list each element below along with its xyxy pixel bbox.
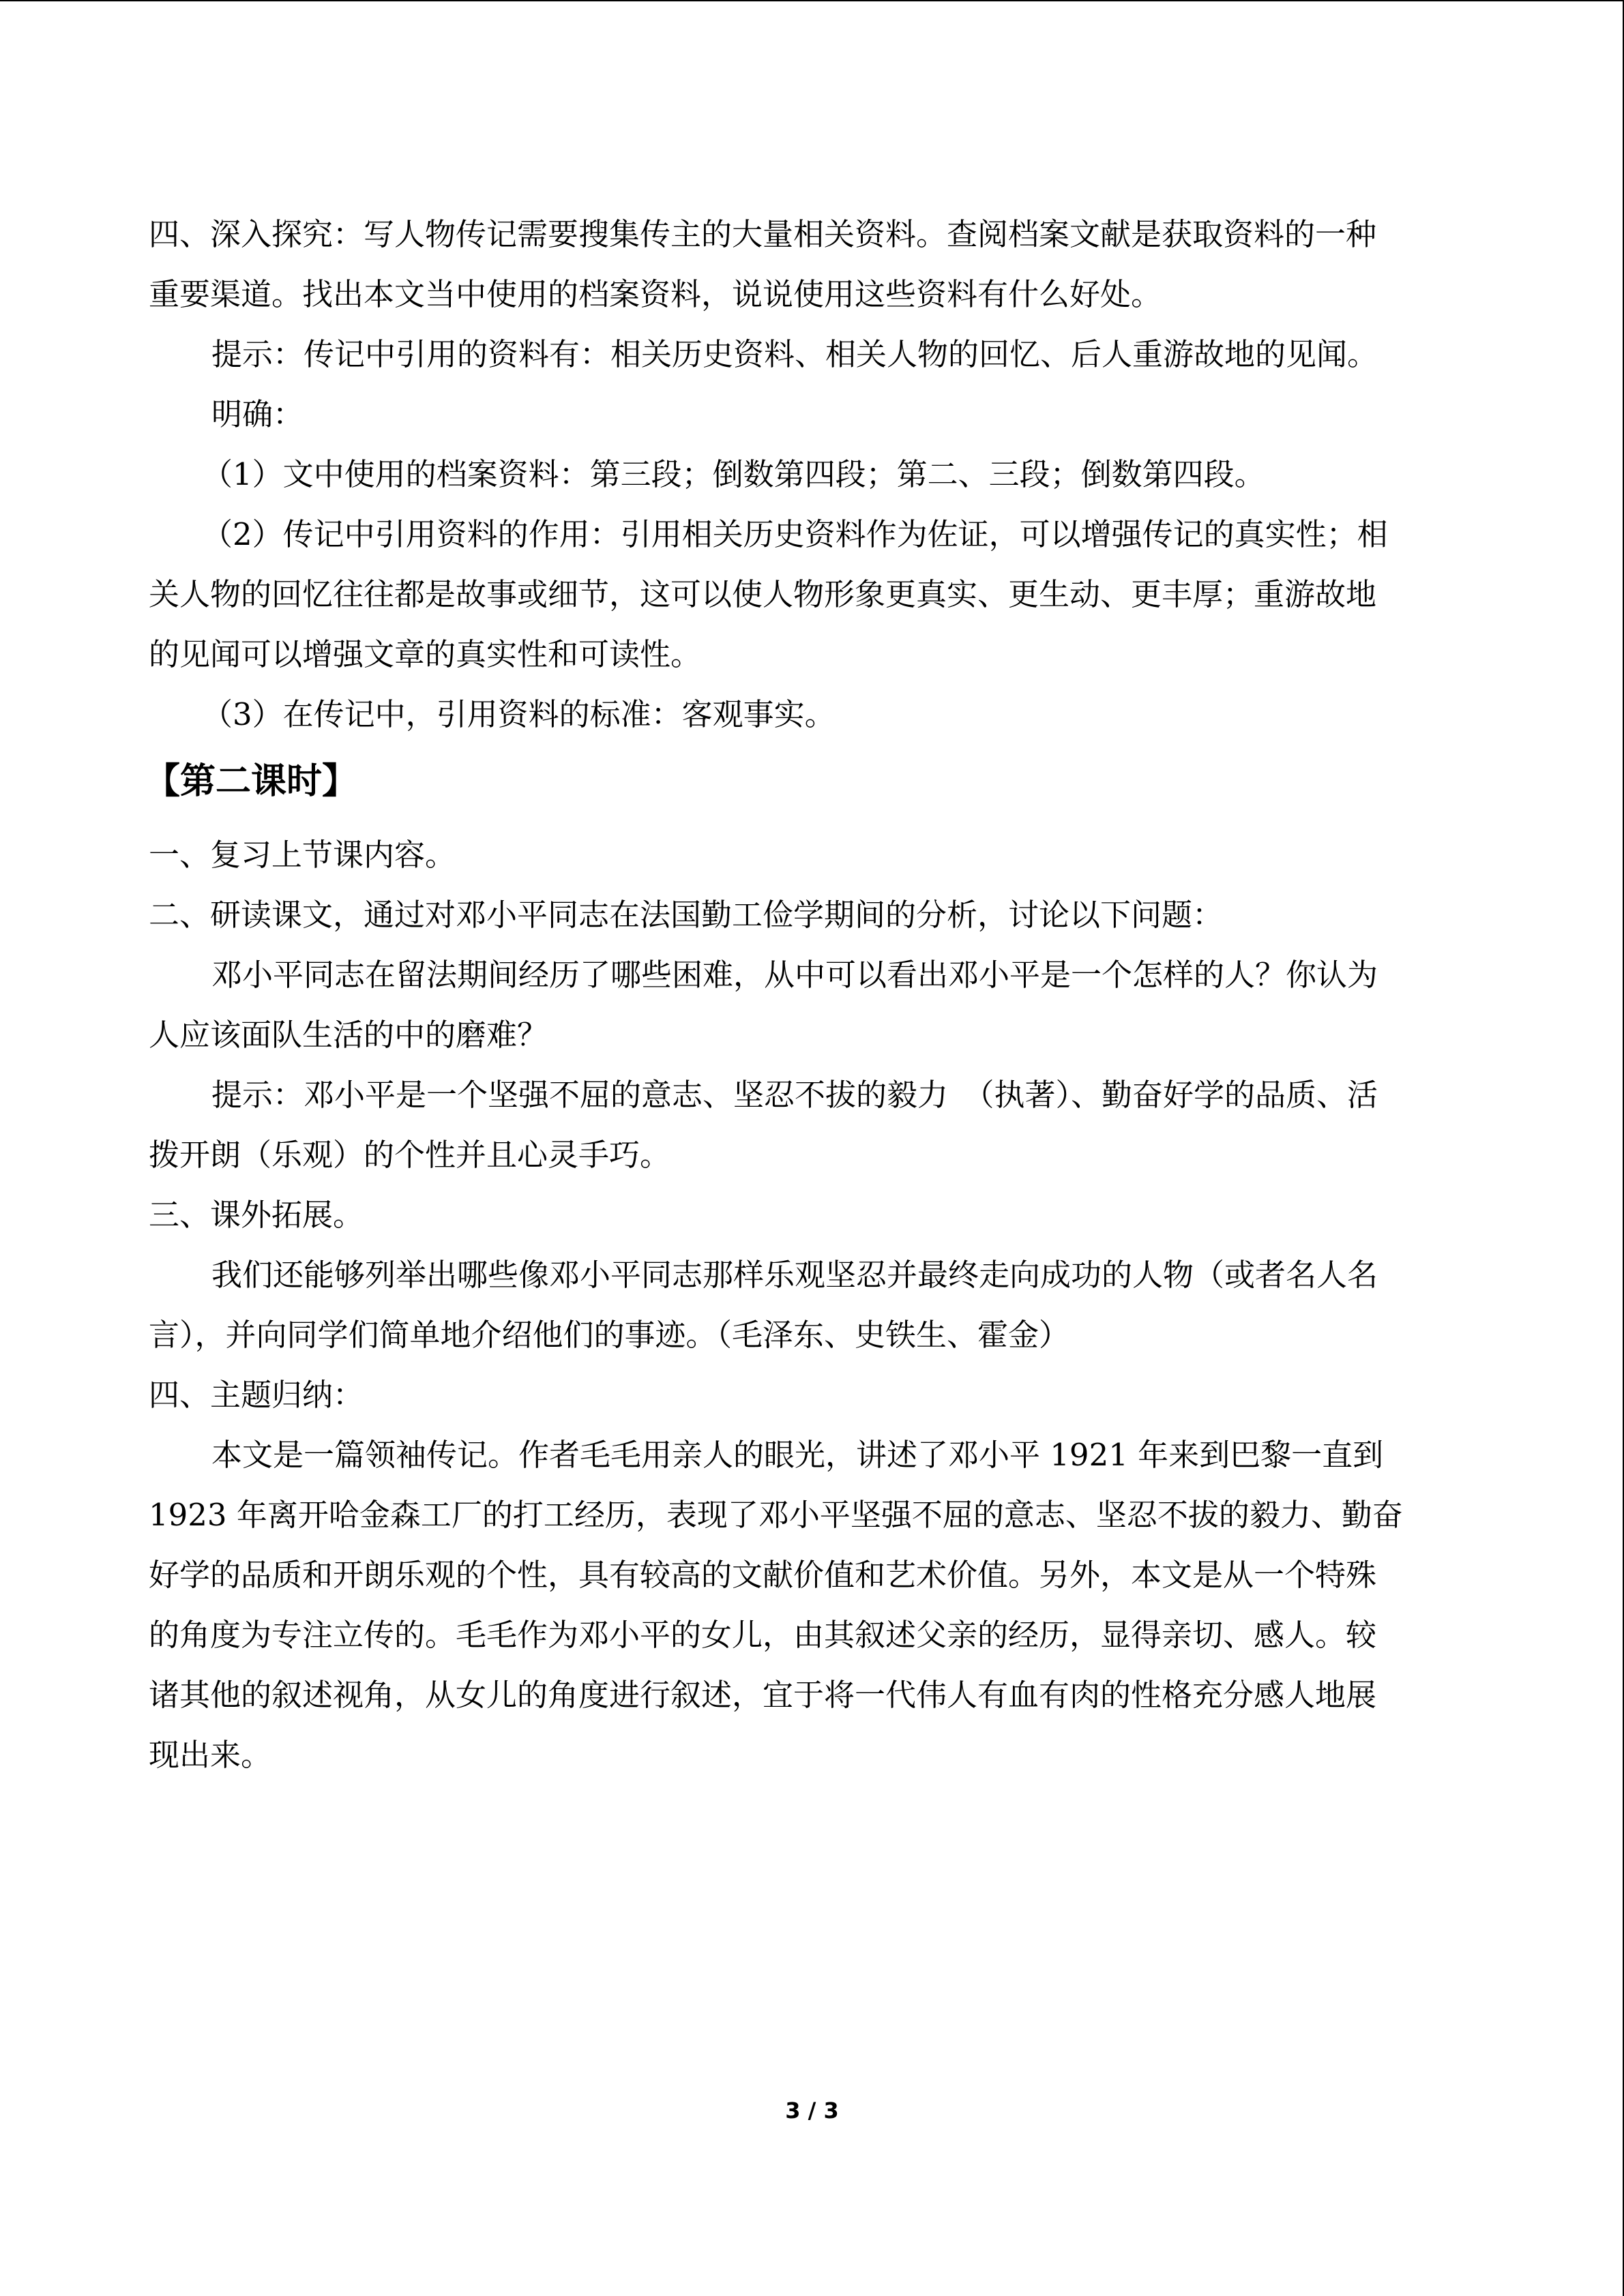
paragraph-line: 的角度为专注立传的。毛毛作为邓小平的女儿，由其叙述父亲的经历，显得亲切、感人。较 — [149, 1617, 1377, 1653]
paragraph-line: （2）传记中引用资料的作用：引用相关历史资料作为佐证，可以增强传记的真实性；相 — [202, 516, 1388, 552]
paragraph-line: 我们还能够列举出哪些像邓小平同志那样乐观坚忍并最终走向成功的人物（或者名人名 — [211, 1257, 1378, 1293]
paragraph-line: 现出来。 — [149, 1737, 272, 1773]
document-body — [145, 205, 1479, 1785]
page-number: 3 / 3 — [785, 2098, 839, 2123]
paragraph-line: 重要渠道。找出本文当中使用的档案资料，说说使用这些资料有什么好处。 — [149, 276, 1162, 312]
paragraph-line: 拨开朗（乐观）的个性并且心灵手巧。 — [149, 1137, 671, 1173]
paragraph-line: 1923 年离开哈金森工厂的打工经历，表现了邓小平坚强不屈的意志、坚忍不拔的毅力、勤奋 — [149, 1497, 1403, 1533]
section-heading: 【第二课时】 — [145, 761, 358, 802]
paragraph-line: （1）文中使用的档案资料：第三段；倒数第四段；第二、三段；倒数第四段。 — [202, 456, 1265, 492]
paragraph-line: 好学的品质和开朗乐观的个性，具有较高的文献价值和艺术价值。另外，本文是从一个特殊 — [149, 1557, 1377, 1593]
section-part-two — [149, 825, 1479, 1785]
paragraph-line: 明确： — [211, 396, 304, 432]
paragraph-line: 四、主题归纳： — [149, 1377, 364, 1413]
paragraph-line: 提示：传记中引用的资料有：相关历史资料、相关人物的回忆、后人重游故地的见闻。 — [211, 336, 1378, 372]
paragraph-line: 本文是一篇领袖传记。作者毛毛用亲人的眼光，讲述了邓小平 1921 年来到巴黎一直到 — [211, 1437, 1384, 1473]
paragraph-line: 邓小平同志在留法期间经历了哪些困难，从中可以看出邓小平是一个怎样的人？你认为 — [211, 957, 1378, 993]
paragraph-line: 二、研读课文，通过对邓小平同志在法国勤工俭学期间的分析，讨论以下问题： — [149, 897, 1224, 933]
paragraph-line: 诸其他的叙述视角，从女儿的角度进行叙述，宜于将一代伟人有血有肉的性格充分感人地展 — [149, 1677, 1377, 1713]
paragraph-line: 关人物的回忆往往都是故事或细节，这可以使人物形象更真实、更生动、更丰厚；重游故地 — [149, 576, 1377, 612]
paragraph-line: 人应该面队生活的中的磨难？ — [149, 1017, 548, 1053]
paragraph-line: 的见闻可以增强文章的真实性和可读性。 — [149, 636, 702, 672]
paragraph-line: 一、复习上节课内容。 — [149, 837, 456, 873]
paragraph-line: 言），并向同学们简单地介绍他们的事迹。（毛泽东、史铁生、霍金） — [149, 1317, 1070, 1353]
paragraph-line: 四、深入探究：写人物传记需要搜集传主的大量相关资料。查阅档案文献是获取资料的一种 — [149, 216, 1377, 252]
paragraph-line: 提示：邓小平是一个坚强不屈的意志、坚忍不拔的毅力 （执著）、勤奋好学的品质、活 — [211, 1077, 1378, 1113]
section-part-one — [149, 205, 1479, 745]
paragraph-line: （3）在传记中，引用资料的标准：客观事实。 — [202, 696, 836, 732]
paragraph-line: 三、课外拓展。 — [149, 1197, 364, 1233]
